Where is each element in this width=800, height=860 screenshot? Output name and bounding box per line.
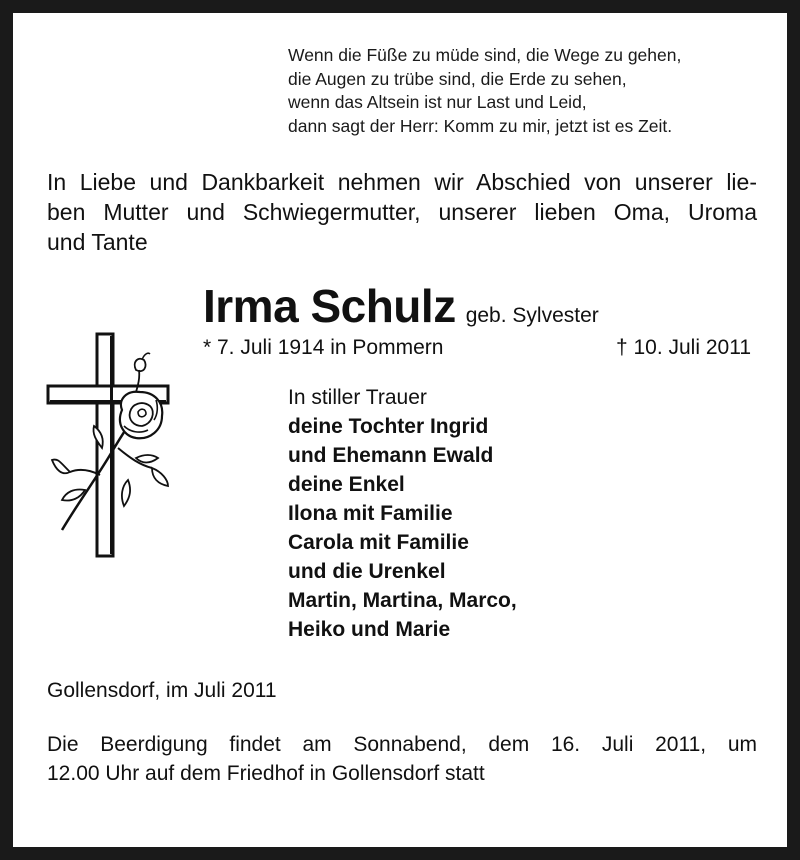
poem-line: Wenn die Füße zu müde sind, die Wege zu gehen,	[288, 45, 682, 65]
mourner-line: Carola mit Familie	[288, 531, 469, 554]
intro-line: ben Mutter und Schwiegermutter, unserer lieben Oma, Uroma	[47, 199, 757, 225]
mourner-line: deine Tochter Ingrid	[288, 415, 489, 438]
mourner-line: und die Urenkel	[288, 560, 446, 583]
deceased-name: Irma Schulz	[203, 280, 456, 332]
funeral-info	[47, 730, 757, 788]
mourner-line: Heiko und Marie	[288, 618, 451, 641]
mourner-line: deine Enkel	[288, 473, 405, 496]
funeral-line: 12.00 Uhr auf dem Friedhof in Gollensdorf statt	[47, 762, 485, 785]
mourner-line: Ilona mit Familie	[288, 502, 453, 525]
intro-line: und Tante	[47, 229, 148, 255]
cross-with-rose-icon	[40, 330, 175, 565]
mourners-list	[288, 383, 758, 644]
poem-line: dann sagt der Herr: Komm zu mir, jetzt ist es Zeit.	[288, 115, 673, 136]
deceased-name-line	[203, 279, 763, 333]
intro-line: In Liebe und Dankbarkeit nehmen wir Abschied von unserer lie-	[47, 169, 757, 195]
place-and-date: Gollensdorf, im Juli 2011	[47, 679, 277, 702]
poem-line: wenn das Altsein ist nur Last und Leid,	[288, 92, 587, 112]
maiden-name: geb. Sylvester	[465, 304, 599, 327]
funeral-line: Die Beerdigung findet am Sonnabend, dem 16. Juli 2011, um	[47, 733, 757, 756]
mourner-line: Martin, Martina, Marco,	[288, 589, 517, 612]
birth-date: * 7. Juli 1914 in Pommern	[203, 336, 444, 359]
life-dates	[203, 334, 751, 362]
intro-text	[47, 167, 757, 257]
poem-line: die Augen zu trübe sind, die Erde zu sehen,	[288, 68, 627, 89]
death-date: † 10. Juli 2011	[615, 336, 751, 359]
poem	[288, 44, 768, 138]
mourners-heading: In stiller Trauer	[288, 386, 427, 409]
mourner-line: und Ehemann Ewald	[288, 444, 494, 467]
